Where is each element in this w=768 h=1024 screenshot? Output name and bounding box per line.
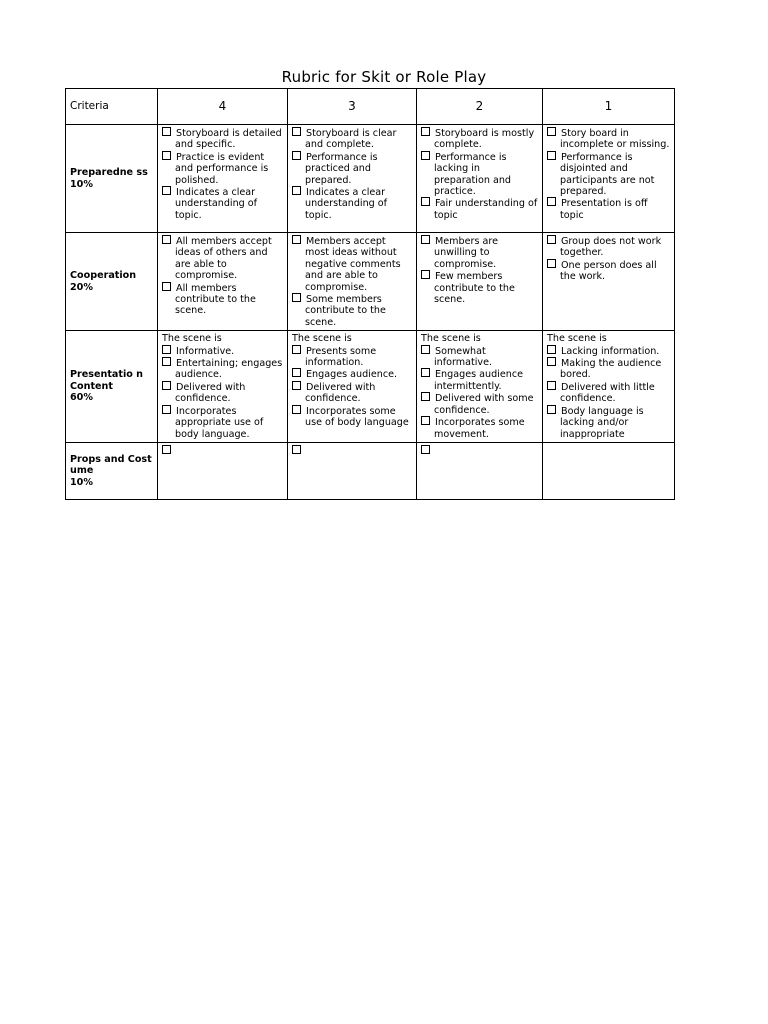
rubric-item [421, 270, 538, 305]
rubric-item [421, 151, 538, 198]
criterion-cell [66, 331, 158, 443]
criterion-weight: 60% [70, 392, 93, 404]
rubric-item-text: Some members contribute to the scene. [305, 294, 386, 328]
rubric-item [421, 445, 538, 457]
checkbox-icon [292, 368, 301, 377]
header-row [66, 89, 675, 125]
checkbox-icon [162, 357, 171, 366]
rubric-item [292, 405, 412, 429]
criterion-name: Cooperation [70, 270, 137, 282]
rubric-item-text: Incorporates some movement. [434, 417, 525, 440]
checkbox-icon [162, 151, 171, 160]
rubric-item [292, 445, 412, 457]
checkbox-icon [547, 151, 556, 160]
rubric-item [547, 235, 670, 259]
rubric-item [421, 127, 538, 151]
checkbox-icon [421, 127, 430, 136]
rubric-item [292, 235, 412, 293]
checkbox-icon [162, 235, 171, 244]
score-cell-4 [158, 331, 288, 443]
rubric-item-text: Storyboard is clear and complete. [305, 128, 397, 151]
rubric-item [547, 357, 670, 381]
score-cell-3 [288, 233, 417, 331]
checkbox-icon [421, 235, 430, 244]
rubric-item [292, 127, 412, 151]
rubric-item-text: Few members contribute to the scene. [434, 271, 515, 306]
criterion-weight: 20% [70, 281, 93, 293]
checkbox-icon [162, 405, 171, 414]
rubric-item [292, 186, 412, 221]
score-cell-1 [543, 233, 675, 331]
checkbox-icon [292, 381, 301, 390]
checkbox-icon [421, 368, 430, 377]
rubric-item [162, 445, 283, 457]
checkbox-icon [547, 345, 556, 354]
checkbox-icon [547, 381, 556, 390]
score-header-4: 4 [158, 89, 288, 125]
criteria-header: Criteria [66, 89, 158, 125]
rubric-table [65, 88, 675, 500]
score-cell-2 [417, 331, 543, 443]
checkbox-icon [292, 293, 301, 302]
checkbox-icon [421, 345, 430, 354]
row-presentation-content [66, 331, 675, 443]
rubric-item [421, 368, 538, 392]
rubric-item-text: Presentation is off topic [560, 198, 648, 221]
rubric-item-text: Engages audience. [306, 369, 398, 381]
score-cell-2 [417, 233, 543, 331]
row-props-costume [66, 442, 675, 499]
checkbox-icon [292, 235, 301, 244]
checkbox-icon [162, 127, 171, 136]
rubric-item-text: Body language is lacking and/or inappropriate [560, 405, 644, 440]
rubric-item-text: Performance is disjointed and participants are not prepared. [560, 151, 655, 198]
rubric-item-text: Delivered with some confidence. [434, 393, 534, 416]
row-cooperation [66, 233, 675, 331]
score-cell-2 [417, 442, 543, 499]
rubric-item-text: All members accept ideas of others and are able to compromise. [175, 236, 272, 282]
rubric-item-text: Delivered with little confidence. [560, 381, 655, 405]
row-preparedness [66, 125, 675, 233]
rubric-item [162, 127, 283, 151]
rubric-item-text: One person does all the work. [560, 259, 657, 283]
score-cell-1 [543, 331, 675, 443]
checkbox-icon [292, 151, 301, 160]
rubric-item [547, 345, 670, 357]
rubric-item-text: Incorporates some use of body language [305, 405, 409, 429]
checkbox-icon [162, 186, 171, 195]
cell-lead-text: The scene is [421, 333, 481, 345]
criterion-name: Preparedne ss [70, 167, 148, 179]
rubric-item [162, 345, 283, 357]
rubric-item-text: Lacking information. [561, 345, 660, 357]
score-cell-1 [543, 442, 675, 499]
rubric-item-text: Entertaining; engages audience. [175, 358, 283, 381]
checkbox-icon [547, 259, 556, 268]
rubric-item [547, 197, 670, 221]
rubric-item [292, 381, 412, 405]
cell-lead-text: The scene is [547, 333, 607, 345]
rubric-item [162, 282, 283, 317]
rubric-item-text: Group does not work together. [560, 236, 662, 259]
checkbox-icon [547, 197, 556, 206]
checkbox-icon [421, 445, 430, 454]
rubric-item-text: Storyboard is mostly complete. [434, 128, 535, 151]
rubric-item-text: Incorporates appropriate use of body language. [175, 405, 264, 440]
rubric-item-text: Delivered with confidence. [175, 381, 246, 405]
criterion-weight: 10% [70, 476, 93, 488]
checkbox-icon [292, 345, 301, 354]
score-cell-3 [288, 442, 417, 499]
rubric-item [292, 293, 412, 328]
rubric-item-text: Fair understanding of topic [434, 198, 538, 221]
checkbox-icon [162, 282, 171, 291]
rubric-item-text: Somewhat informative. [434, 345, 493, 369]
rubric-item [162, 186, 283, 221]
score-cell-4 [158, 442, 288, 499]
rubric-item-text: Practice is evident and performance is polished. [175, 151, 269, 186]
checkbox-icon [292, 186, 301, 195]
cell-lead-text: The scene is [162, 333, 222, 345]
cell-lead-text: The scene is [292, 333, 352, 345]
criterion-cell [66, 125, 158, 233]
rubric-item [547, 127, 670, 151]
rubric-item [421, 197, 538, 221]
rubric-item [292, 345, 412, 369]
score-header-2: 2 [417, 89, 543, 125]
rubric-item [421, 345, 538, 369]
score-cell-3 [288, 331, 417, 443]
rubric-item [421, 235, 538, 270]
score-header-3: 3 [288, 89, 417, 125]
checkbox-icon [162, 381, 171, 390]
checkbox-icon [162, 445, 171, 454]
document-title: Rubric for Skit or Role Play [281, 68, 487, 86]
rubric-item-text: Members accept most ideas without negative comments and are able to compromise. [305, 236, 401, 293]
criterion-name: Presentatio n Content [70, 369, 144, 392]
checkbox-icon [292, 405, 301, 414]
checkbox-icon [292, 127, 301, 136]
checkbox-icon [421, 197, 430, 206]
rubric-item-text: Storyboard is detailed and specific. [175, 128, 282, 151]
score-cell-2 [417, 125, 543, 233]
score-cell-4 [158, 233, 288, 331]
rubric-item-text: Indicates a clear understanding of topic. [175, 187, 258, 221]
rubric-item-text: Performance is lacking in preparation and practice. [434, 151, 511, 198]
rubric-item-text: Making the audience bored. [560, 358, 662, 381]
checkbox-icon [421, 392, 430, 401]
rubric-item [292, 368, 412, 380]
checkbox-icon [547, 235, 556, 244]
rubric-item [421, 416, 538, 440]
rubric-item [421, 392, 538, 416]
checkbox-icon [547, 357, 556, 366]
rubric-item-text: All members contribute to the scene. [175, 282, 256, 317]
rubric-item [162, 235, 283, 282]
score-cell-4 [158, 125, 288, 233]
rubric-item [292, 151, 412, 186]
checkbox-icon [547, 127, 556, 136]
rubric-item [547, 381, 670, 405]
criterion-cell [66, 233, 158, 331]
rubric-item-text: Performance is practiced and prepared. [305, 151, 378, 186]
rubric-item [547, 151, 670, 198]
criterion-name: Props and Costume [70, 453, 152, 477]
checkbox-icon [421, 151, 430, 160]
rubric-item [162, 405, 283, 440]
checkbox-icon [162, 345, 171, 354]
rubric-item-text: Indicates a clear understanding of topic. [305, 187, 388, 221]
score-cell-1 [543, 125, 675, 233]
checkbox-icon [421, 416, 430, 425]
score-cell-3 [288, 125, 417, 233]
rubric-item-text: Delivered with confidence. [305, 381, 376, 405]
score-header-1: 1 [543, 89, 675, 125]
rubric-item [162, 357, 283, 381]
rubric-item-text: Engages audience intermittently. [434, 369, 524, 392]
rubric-item [547, 259, 670, 283]
rubric-item-text: Informative. [176, 345, 235, 357]
checkbox-icon [421, 270, 430, 279]
checkbox-icon [292, 445, 301, 454]
rubric-item [162, 381, 283, 405]
rubric-item-text: Presents some information. [305, 345, 377, 369]
rubric-item-text: Story board in incomplete or missing. [560, 128, 670, 151]
rubric-item [547, 405, 670, 440]
criterion-cell [66, 442, 158, 499]
checkbox-icon [547, 405, 556, 414]
rubric-item [162, 151, 283, 186]
rubric-item-text: Members are unwilling to compromise. [434, 236, 499, 270]
criterion-weight: 10% [70, 178, 93, 190]
